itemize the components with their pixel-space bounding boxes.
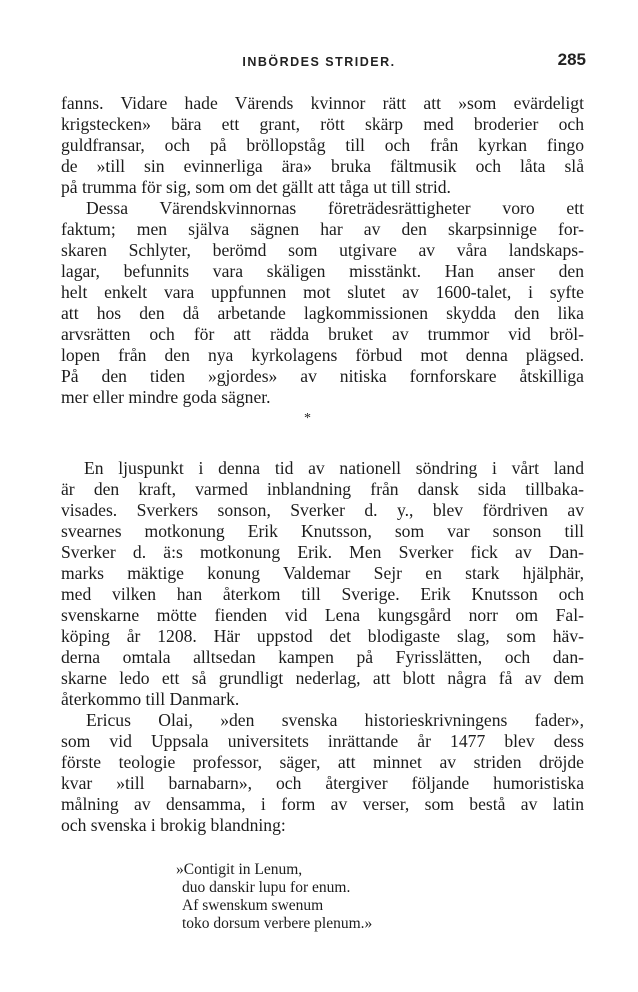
text-line: de »till sin evinnerliga ära» bruka fältmusik och låta slå bbox=[61, 156, 584, 176]
text-line: krigstecken» bära ett grant, rött skärp med broderier och bbox=[61, 114, 584, 134]
text-line: faktum; men själva sägnen har av den skarpsinnige for- bbox=[61, 219, 584, 239]
text-line: En ljuspunkt i denna tid av nationell söndring i vårt land bbox=[84, 458, 584, 478]
page-number: 285 bbox=[557, 50, 586, 69]
text-line: Dessa Värendskvinnornas företrädesrättigheter voro ett bbox=[86, 198, 584, 218]
text-line: kvar »till barnabarn», och återgiver följande humoristiska bbox=[61, 773, 584, 793]
text-line: svenskarne mötte fienden vid Lena kungsgård norr om Fal- bbox=[61, 605, 584, 625]
verse-line: »Contigit in Lenum, bbox=[176, 861, 303, 878]
text-line: förste teologie professor, säger, att minnet av striden dröjde bbox=[61, 752, 584, 772]
text-line: helt enkelt vara uppfunnen mot slutet av 1600-talet, i syfte bbox=[61, 282, 584, 302]
running-header-title: INBÖRDES STRIDER. bbox=[242, 55, 396, 69]
text-line: På den tiden »gjordes» av nitiska fornforskare åtskilliga bbox=[61, 366, 584, 386]
text-line: som vid Uppsala universitets inrättande år 1477 blev dess bbox=[61, 731, 584, 751]
verse-line: duo danskir lupu for enum. bbox=[182, 879, 351, 896]
text-line: marks mäktige konung Valdemar Sejr en stark hjälphär, bbox=[61, 563, 584, 583]
text-line: mer eller mindre goda sägner. bbox=[61, 387, 271, 407]
verse-line: Af swenskum swenum bbox=[182, 897, 324, 914]
text-line: målning av densamma, i form av verser, som bestå av latin bbox=[61, 794, 584, 814]
text-line: fanns. Vidare hade Värends kvinnor rätt att »som evärdeligt bbox=[61, 93, 584, 113]
text-line: svearnes motkonung Erik Knutsson, som var sonson till bbox=[61, 521, 584, 541]
text-line: köping år 1208. Här uppstod det blodigaste slag, som häv- bbox=[61, 626, 584, 646]
text-line: skaren Schlyter, berömd som utgivare av våra landskaps- bbox=[61, 240, 584, 260]
text-line: skarne ledo ett så grundligt nederlag, att blott några få av dem bbox=[61, 668, 584, 688]
section-divider-asterisk: * bbox=[304, 411, 311, 426]
text-line: lagar, befunnits vara skäligen misstänkt. Han anser den bbox=[61, 261, 584, 281]
text-line: återkommo till Danmark. bbox=[61, 689, 240, 709]
text-line: Sverker d. ä:s motkonung Erik. Men Sverker fick av Dan- bbox=[61, 542, 584, 562]
text-line: och svenska i brokig blandning: bbox=[61, 815, 286, 835]
text-line: att hos den då arbetande lagkommissionen skydda den lika bbox=[61, 303, 584, 323]
text-line: Ericus Olai, »den svenska historieskrivningens fader», bbox=[86, 710, 584, 730]
text-line: arvsrätten och för att rädda bruket av trummor vid bröl- bbox=[61, 324, 584, 344]
text-line: lopen från den nya kyrkolagens förbud mot denna plägsed. bbox=[61, 345, 584, 365]
text-line: är den kraft, varmed inblandning från dansk sida tillbaka- bbox=[61, 479, 584, 499]
text-line: på trumma för sig, som om det gällt att tåga ut till strid. bbox=[61, 177, 451, 197]
text-line: med vilken han återkom till Sverige. Erik Knutsson och bbox=[61, 584, 584, 604]
text-line: guldfransar, och på bröllopståg till och från kyrkan fingo bbox=[61, 135, 584, 155]
verse-line: toko dorsum verbere plenum.» bbox=[182, 915, 373, 932]
text-line: visades. Sverkers sonson, Sverker d. y., blev fördriven av bbox=[61, 500, 584, 520]
text-line: derna omtala alltsedan kampen på Fyrisslätten, och dan- bbox=[61, 647, 584, 667]
